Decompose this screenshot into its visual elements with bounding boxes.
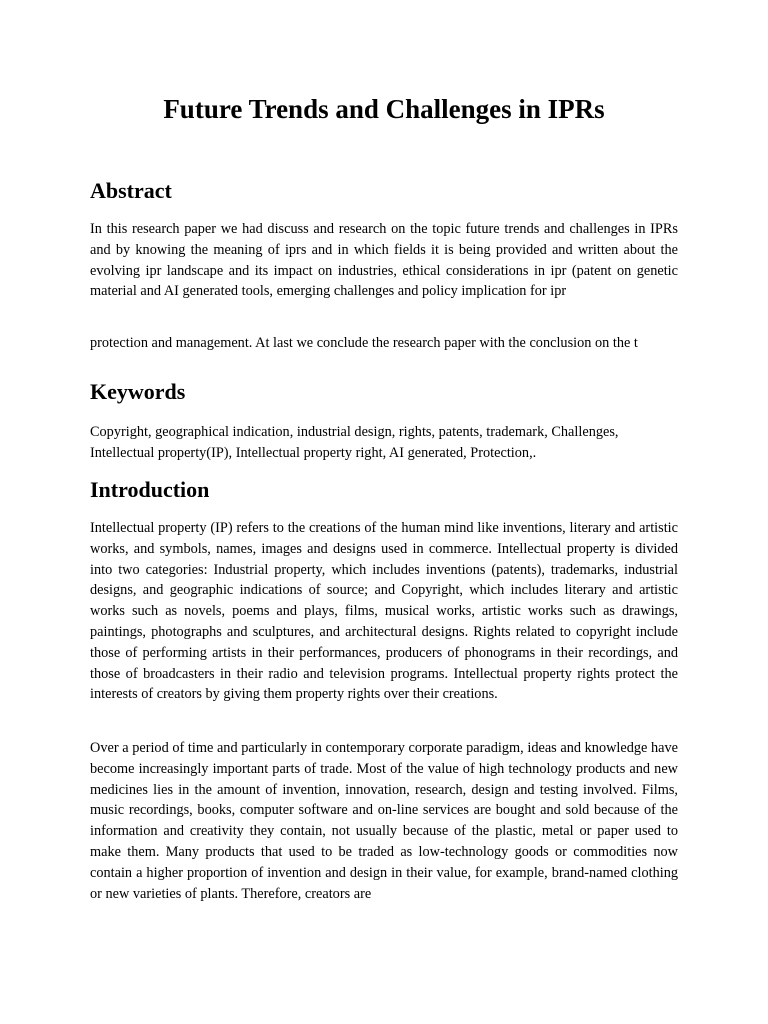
keywords-text: Copyright, geographical indication, industrial design, rights, patents, trademark, Challenges, Intellectual property(IP), Intellectual property right, AI generated, Protection,. — [90, 424, 619, 461]
abstract-heading: Abstract — [90, 178, 172, 203]
introduction-heading: Introduction — [90, 477, 210, 502]
keywords-heading: Keywords — [90, 379, 186, 404]
introduction-paragraph-1: Intellectual property (IP) refers to the creations of the human mind like inventions, literary and artistic works, and symbols, names, images and designs used in commerce. Intellectual property is divided into two categories: Industrial property, which includes inventions (patents), trademarks, industrial designs, and geographic indications of source; and Copyright, which includes literary and artistic works such as novels, poems and plays, films, musical works, artistic works such as drawings, paintings, photographs and sculptures, and architectural designs. Rights related to copyright include those of performing artists in their performances, producers of phonograms in their recordings, and those of broadcasters in their radio and television programs. Intellectual property rights protect the interests of creators by giving them property rights over their creations. — [90, 520, 678, 703]
abstract-text: In this research paper we had discuss and research on the topic future trends and challenges in IPRs and by knowing the meaning of iprs and in which fields it is being provided and written about the evolving ipr landscape and its impact on industries, ethical considerations in ipr (patent on genetic material and AI generated tools, emerging challenges and policy implication for ipr — [90, 221, 678, 300]
introduction-paragraph-2: Over a period of time and particularly in contemporary corporate paradigm, ideas and knowledge have become increasingly important parts of trade. Most of the value of high technology products and new medicines lies in the amount of invention, innovation, research, design and testing involved. Films, music recordings, books, computer software and on-line services are bought and sold because of the information and creativity they contain, not usually because of the plastic, metal or paper used to make them. Many products that used to be traded as low-technology goods or commodities now contain a higher proportion of invention and design in their value, for example, brand-named clothing or new varieties of plants. Therefore, creators are — [90, 740, 678, 902]
paper-title: Future Trends and Challenges in IPRs — [163, 94, 605, 124]
abstract-continuation: protection and management. At last we conclude the research paper with the conclusion on the t — [90, 335, 638, 351]
